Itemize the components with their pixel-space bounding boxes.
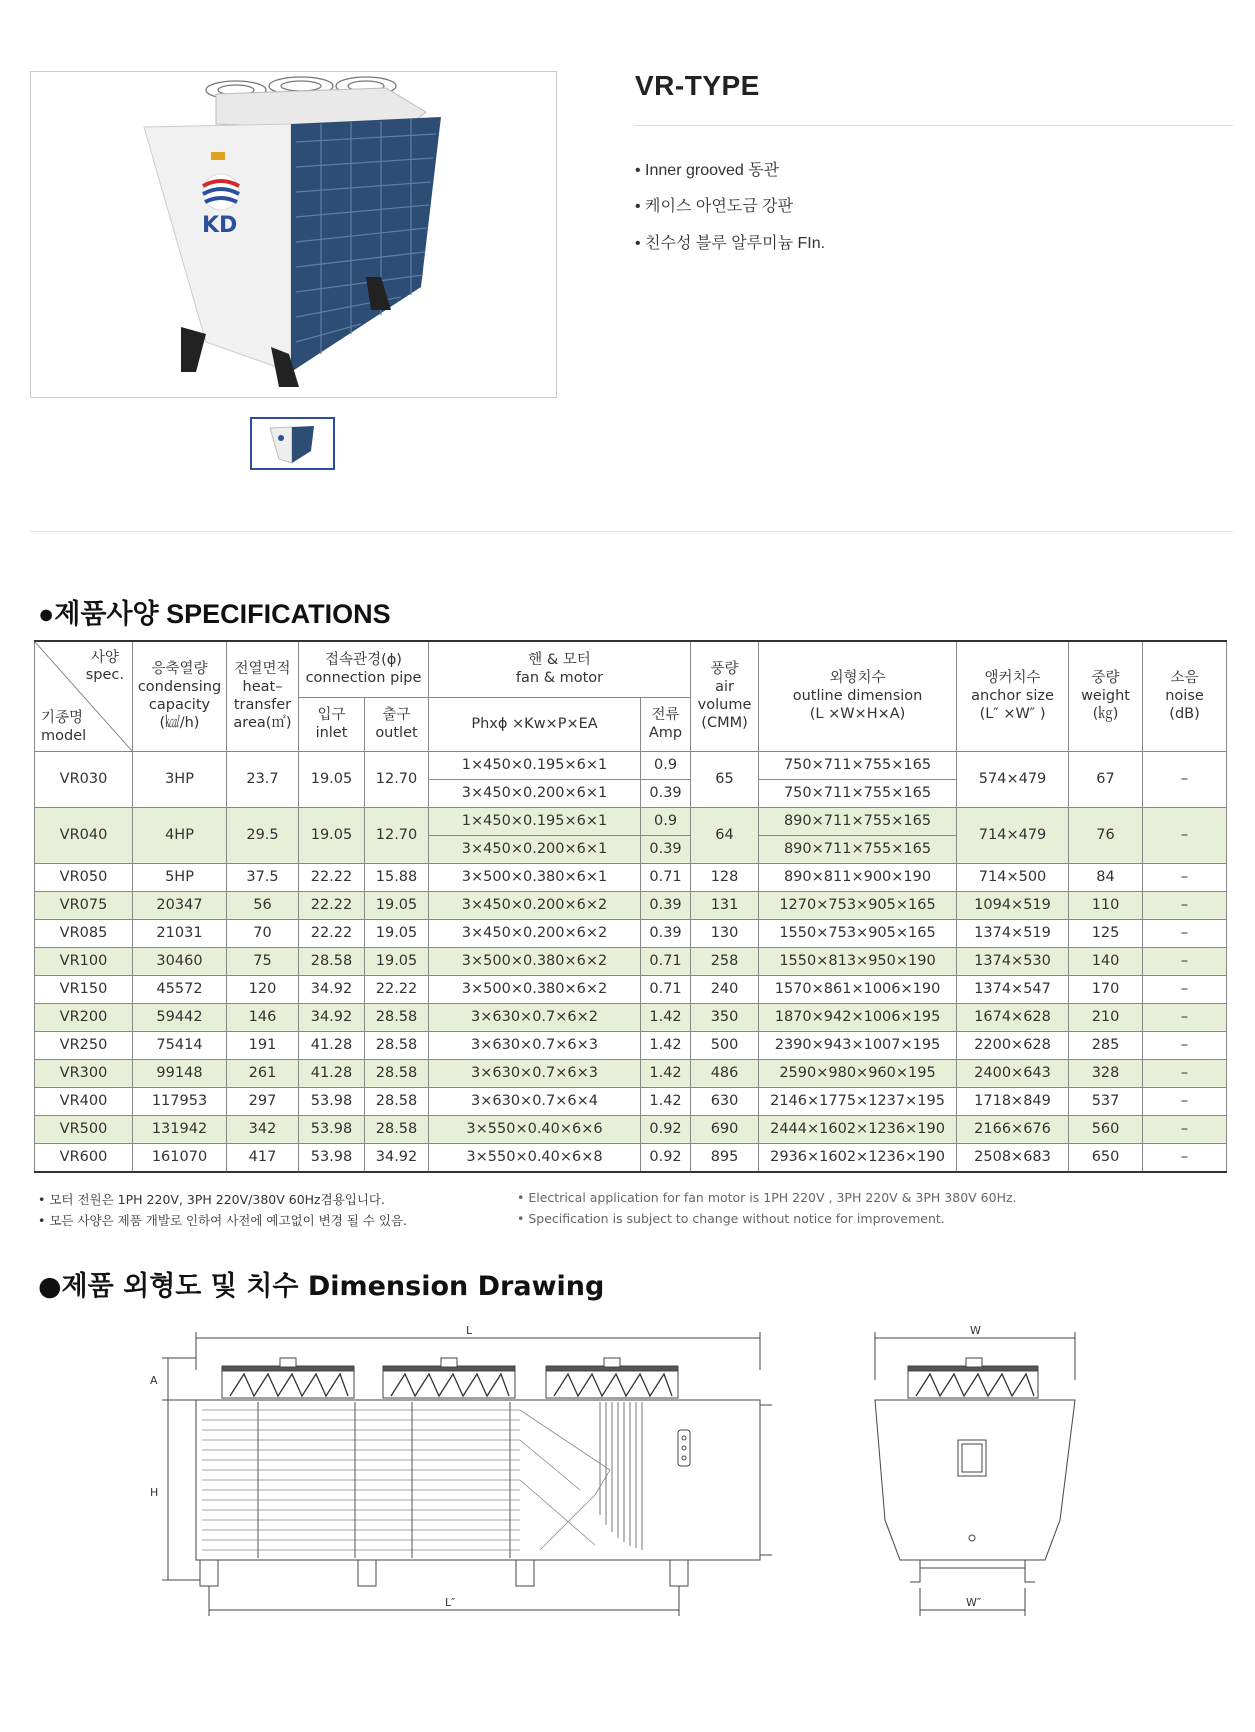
model-cell: VR400 <box>35 1087 133 1115</box>
noise-cell: – <box>1143 1115 1227 1143</box>
model-cell: VR300 <box>35 1059 133 1087</box>
inlet-cell: 53.98 <box>299 1087 365 1115</box>
amp-cell: 1.42 <box>641 1087 691 1115</box>
capacity-cell: 4HP <box>133 807 227 863</box>
label-L: L <box>466 1324 473 1337</box>
anchor-cell: 2508×683 <box>957 1143 1069 1172</box>
note-left-1: • 모터 전원은 1PH 220V, 3PH 220V/380V 60Hz겸용입니다. <box>38 1192 385 1207</box>
front-view <box>150 1324 772 1616</box>
air-cell: 690 <box>691 1115 759 1143</box>
noise-cell: – <box>1143 1059 1227 1087</box>
table-row <box>35 1143 1227 1172</box>
fan-cell: 3×630×0.7×6×3 <box>429 1059 641 1087</box>
weight-cell: 125 <box>1069 919 1143 947</box>
area-cell: 342 <box>227 1115 299 1143</box>
amp-cell: 0.71 <box>641 863 691 891</box>
area-cell: 23.7 <box>227 751 299 807</box>
label-A: A <box>150 1374 158 1387</box>
amp-cell: 0.71 <box>641 947 691 975</box>
inlet-cell: 19.05 <box>299 807 365 863</box>
fan-header: 핸 & 모터 fan & motor <box>429 641 691 697</box>
anchor-cell: 1374×530 <box>957 947 1069 975</box>
outline-cell: 2390×943×1007×195 <box>759 1031 957 1059</box>
area-cell: 120 <box>227 975 299 1003</box>
logo-text: KD <box>202 213 238 238</box>
noise-cell: – <box>1143 1031 1227 1059</box>
amp-header: 전류 Amp <box>641 697 691 751</box>
outline-header: 외형치수 outline dimension (L ×W×H×A) <box>759 641 957 751</box>
capacity-header: 응축열량 condensing capacity (㎉/h) <box>133 641 227 751</box>
air-cell: 350 <box>691 1003 759 1031</box>
anchor-cell: 1374×547 <box>957 975 1069 1003</box>
amp-cell: 0.39 <box>641 835 691 863</box>
outlet-cell: 28.58 <box>365 1059 429 1087</box>
note-right-1: • Electrical application for fan motor is 1PH 220V , 3PH 220V & 3PH 380V 60Hz. <box>517 1190 1017 1205</box>
capacity-cell: 45572 <box>133 975 227 1003</box>
inlet-cell: 22.22 <box>299 891 365 919</box>
weight-cell: 67 <box>1069 751 1143 807</box>
capacity-cell: 20347 <box>133 891 227 919</box>
outline-cell: 750×711×755×165 <box>759 779 957 807</box>
capacity-cell: 5HP <box>133 863 227 891</box>
air-cell: 128 <box>691 863 759 891</box>
weight-cell: 537 <box>1069 1087 1143 1115</box>
dimension-heading: ●제품 외형도 및 치수 Dimension Drawing <box>38 1271 605 1302</box>
air-cell: 130 <box>691 919 759 947</box>
area-cell: 29.5 <box>227 807 299 863</box>
product-photo <box>30 71 557 398</box>
outline-cell: 2146×1775×1237×195 <box>759 1087 957 1115</box>
outline-cell: 2444×1602×1236×190 <box>759 1115 957 1143</box>
air-cell: 500 <box>691 1031 759 1059</box>
air-header: 풍량 air volume (CMM) <box>691 641 759 751</box>
inlet-cell: 34.92 <box>299 975 365 1003</box>
label-H: H <box>150 1486 159 1499</box>
amp-cell: 1.42 <box>641 1003 691 1031</box>
fan-cell: 3×450×0.200×6×1 <box>429 779 641 807</box>
area-cell: 261 <box>227 1059 299 1087</box>
label-L2: L″ <box>445 1596 456 1609</box>
table-row <box>35 1031 1227 1059</box>
inlet-header: 입구 inlet <box>299 697 365 751</box>
outline-cell: 1570×861×1006×190 <box>759 975 957 1003</box>
model-cell: VR500 <box>35 1115 133 1143</box>
outline-cell: 890×711×755×165 <box>759 807 957 835</box>
outlet-cell: 28.58 <box>365 1031 429 1059</box>
inlet-cell: 22.22 <box>299 863 365 891</box>
inlet-cell: 41.28 <box>299 1031 365 1059</box>
noise-cell: – <box>1143 863 1227 891</box>
weight-cell: 285 <box>1069 1031 1143 1059</box>
weight-cell: 328 <box>1069 1059 1143 1087</box>
air-cell: 131 <box>691 891 759 919</box>
area-cell: 56 <box>227 891 299 919</box>
thumbnail-image <box>252 419 333 468</box>
table-row <box>35 919 1227 947</box>
table-row <box>35 975 1227 1003</box>
anchor-cell: 2166×676 <box>957 1115 1069 1143</box>
amp-cell: 0.39 <box>641 919 691 947</box>
amp-cell: 0.39 <box>641 779 691 807</box>
note-right-2: • Specification is subject to change without notice for improvement. <box>517 1211 945 1226</box>
outlet-cell: 28.58 <box>365 1115 429 1143</box>
capacity-cell: 3HP <box>133 751 227 807</box>
feature-item: • Inner grooved 동관 <box>635 162 780 179</box>
capacity-cell: 75414 <box>133 1031 227 1059</box>
amp-cell: 0.92 <box>641 1143 691 1172</box>
inlet-cell: 41.28 <box>299 1059 365 1087</box>
table-row <box>35 947 1227 975</box>
anchor-cell: 1674×628 <box>957 1003 1069 1031</box>
anchor-cell: 2400×643 <box>957 1059 1069 1087</box>
fan-cell: 3×630×0.7×6×2 <box>429 1003 641 1031</box>
fan-cell: 3×450×0.200×6×2 <box>429 891 641 919</box>
amp-cell: 0.92 <box>641 1115 691 1143</box>
area-cell: 70 <box>227 919 299 947</box>
area-cell: 297 <box>227 1087 299 1115</box>
model-cell: VR040 <box>35 807 133 863</box>
anchor-cell: 574×479 <box>957 751 1069 807</box>
spec-model-header <box>35 641 133 751</box>
area-cell: 146 <box>227 1003 299 1031</box>
product-title: VR-TYPE <box>635 70 760 101</box>
outlet-header: 출구 outlet <box>365 697 429 751</box>
table-row <box>35 751 1227 779</box>
label-W2: W″ <box>966 1596 981 1609</box>
note-left-2: • 모든 사양은 제품 개발로 인하여 사전에 예고없이 변경 될 수 있음. <box>38 1213 408 1228</box>
amp-cell: 0.71 <box>641 975 691 1003</box>
model-kr: 기종명 <box>41 709 84 726</box>
feature-item: • 케이스 아연도금 강판 <box>635 198 794 215</box>
anchor-cell: 1374×519 <box>957 919 1069 947</box>
capacity-cell: 117953 <box>133 1087 227 1115</box>
capacity-cell: 59442 <box>133 1003 227 1031</box>
inlet-cell: 19.05 <box>299 751 365 807</box>
model-cell: VR100 <box>35 947 133 975</box>
label-W: W <box>970 1324 981 1337</box>
fan-cell: 3×550×0.40×6×6 <box>429 1115 641 1143</box>
outline-cell: 1270×753×905×165 <box>759 891 957 919</box>
amp-cell: 1.42 <box>641 1059 691 1087</box>
anchor-cell: 714×479 <box>957 807 1069 863</box>
outline-cell: 1550×753×905×165 <box>759 919 957 947</box>
capacity-cell: 30460 <box>133 947 227 975</box>
area-cell: 37.5 <box>227 863 299 891</box>
outline-cell: 890×711×755×165 <box>759 835 957 863</box>
noise-cell: – <box>1143 891 1227 919</box>
table-row <box>35 1003 1227 1031</box>
inlet-cell: 34.92 <box>299 1003 365 1031</box>
noise-cell: – <box>1143 1087 1227 1115</box>
capacity-cell: 21031 <box>133 919 227 947</box>
fan-cell: 3×500×0.380×6×2 <box>429 975 641 1003</box>
weight-cell: 170 <box>1069 975 1143 1003</box>
outline-cell: 1870×942×1006×195 <box>759 1003 957 1031</box>
outlet-cell: 28.58 <box>365 1087 429 1115</box>
table-row <box>35 1059 1227 1087</box>
air-cell: 65 <box>691 751 759 807</box>
anchor-cell: 2200×628 <box>957 1031 1069 1059</box>
area-cell: 417 <box>227 1143 299 1172</box>
model-cell: VR085 <box>35 919 133 947</box>
outline-cell: 2936×1602×1236×190 <box>759 1143 957 1172</box>
air-cell: 64 <box>691 807 759 863</box>
outlet-cell: 28.58 <box>365 1003 429 1031</box>
fan-cell: 1×450×0.195×6×1 <box>429 751 641 779</box>
weight-cell: 140 <box>1069 947 1143 975</box>
noise-cell: – <box>1143 919 1227 947</box>
feature-item: • 친수성 블루 알루미늄 FIn. <box>635 235 826 252</box>
inlet-cell: 28.58 <box>299 947 365 975</box>
fan-cell: 1×450×0.195×6×1 <box>429 807 641 835</box>
noise-cell: – <box>1143 975 1227 1003</box>
outlet-cell: 19.05 <box>365 891 429 919</box>
noise-cell: – <box>1143 751 1227 807</box>
inlet-cell: 22.22 <box>299 919 365 947</box>
amp-cell: 1.42 <box>641 1031 691 1059</box>
pipe-header: 접속관경(ϕ) connection pipe <box>299 641 429 697</box>
inlet-cell: 53.98 <box>299 1115 365 1143</box>
dimension-drawing <box>140 1320 1095 1660</box>
outlet-cell: 12.70 <box>365 751 429 807</box>
weight-cell: 650 <box>1069 1143 1143 1172</box>
area-cell: 191 <box>227 1031 299 1059</box>
amp-cell: 0.9 <box>641 807 691 835</box>
weight-cell: 210 <box>1069 1003 1143 1031</box>
model-cell: VR075 <box>35 891 133 919</box>
fan-cell: 3×630×0.7×6×3 <box>429 1031 641 1059</box>
fan-cell: 3×450×0.200×6×2 <box>429 919 641 947</box>
capacity-cell: 99148 <box>133 1059 227 1087</box>
weight-cell: 110 <box>1069 891 1143 919</box>
table-row <box>35 863 1227 891</box>
outlet-cell: 12.70 <box>365 807 429 863</box>
spec-table <box>34 640 1227 1173</box>
table-row <box>35 891 1227 919</box>
amp-cell: 0.9 <box>641 751 691 779</box>
table-row <box>35 807 1227 835</box>
anchor-cell: 714×500 <box>957 863 1069 891</box>
title-divider <box>635 125 1233 126</box>
table-row <box>35 1115 1227 1143</box>
spec-kr: 사양 <box>90 650 119 666</box>
air-cell: 258 <box>691 947 759 975</box>
air-cell: 630 <box>691 1087 759 1115</box>
anchor-header: 앵커치수 anchor size (L″ ×W″ ) <box>957 641 1069 751</box>
fan-cell: 3×630×0.7×6×4 <box>429 1087 641 1115</box>
section-divider <box>30 531 1233 532</box>
outline-cell: 1550×813×950×190 <box>759 947 957 975</box>
fan-cell: 3×450×0.200×6×1 <box>429 835 641 863</box>
model-cell: VR050 <box>35 863 133 891</box>
spec-en: spec. <box>85 667 124 683</box>
amp-cell: 0.39 <box>641 891 691 919</box>
outlet-cell: 19.05 <box>365 947 429 975</box>
fan-cell: 3×500×0.380×6×2 <box>429 947 641 975</box>
weight-cell: 560 <box>1069 1115 1143 1143</box>
noise-cell: – <box>1143 1143 1227 1172</box>
outline-cell: 2590×980×960×195 <box>759 1059 957 1087</box>
outlet-cell: 22.22 <box>365 975 429 1003</box>
condenser-illustration <box>31 72 556 397</box>
capacity-cell: 161070 <box>133 1143 227 1172</box>
capacity-cell: 131942 <box>133 1115 227 1143</box>
air-cell: 895 <box>691 1143 759 1172</box>
weight-header: 중량 weight (㎏) <box>1069 641 1143 751</box>
fan-cell: 3×550×0.40×6×8 <box>429 1143 641 1172</box>
outline-cell: 890×811×900×190 <box>759 863 957 891</box>
noise-cell: – <box>1143 947 1227 975</box>
outlet-cell: 15.88 <box>365 863 429 891</box>
outline-cell: 750×711×755×165 <box>759 751 957 779</box>
spec-heading: ●제품사양 SPECIFICATIONS <box>38 599 391 629</box>
outlet-cell: 19.05 <box>365 919 429 947</box>
model-cell: VR150 <box>35 975 133 1003</box>
fan-cell: 3×500×0.380×6×1 <box>429 863 641 891</box>
weight-cell: 76 <box>1069 807 1143 863</box>
noise-cell: – <box>1143 1003 1227 1031</box>
anchor-cell: 1718×849 <box>957 1087 1069 1115</box>
noise-header: 소음 noise (dB) <box>1143 641 1227 751</box>
model-cell: VR600 <box>35 1143 133 1172</box>
model-en: model <box>41 727 87 744</box>
product-thumbnail[interactable] <box>250 417 335 470</box>
model-cell: VR030 <box>35 751 133 807</box>
air-cell: 240 <box>691 975 759 1003</box>
outlet-cell: 34.92 <box>365 1143 429 1172</box>
table-row <box>35 1087 1227 1115</box>
model-cell: VR250 <box>35 1031 133 1059</box>
side-view <box>875 1324 1075 1616</box>
area-cell: 75 <box>227 947 299 975</box>
air-cell: 486 <box>691 1059 759 1087</box>
fan-sub-header: Phxϕ ×Kw×P×EA <box>429 697 641 751</box>
weight-cell: 84 <box>1069 863 1143 891</box>
anchor-cell: 1094×519 <box>957 891 1069 919</box>
inlet-cell: 53.98 <box>299 1143 365 1172</box>
area-header: 전열면적 heat– transfer area(㎡) <box>227 641 299 751</box>
noise-cell: – <box>1143 807 1227 863</box>
model-cell: VR200 <box>35 1003 133 1031</box>
